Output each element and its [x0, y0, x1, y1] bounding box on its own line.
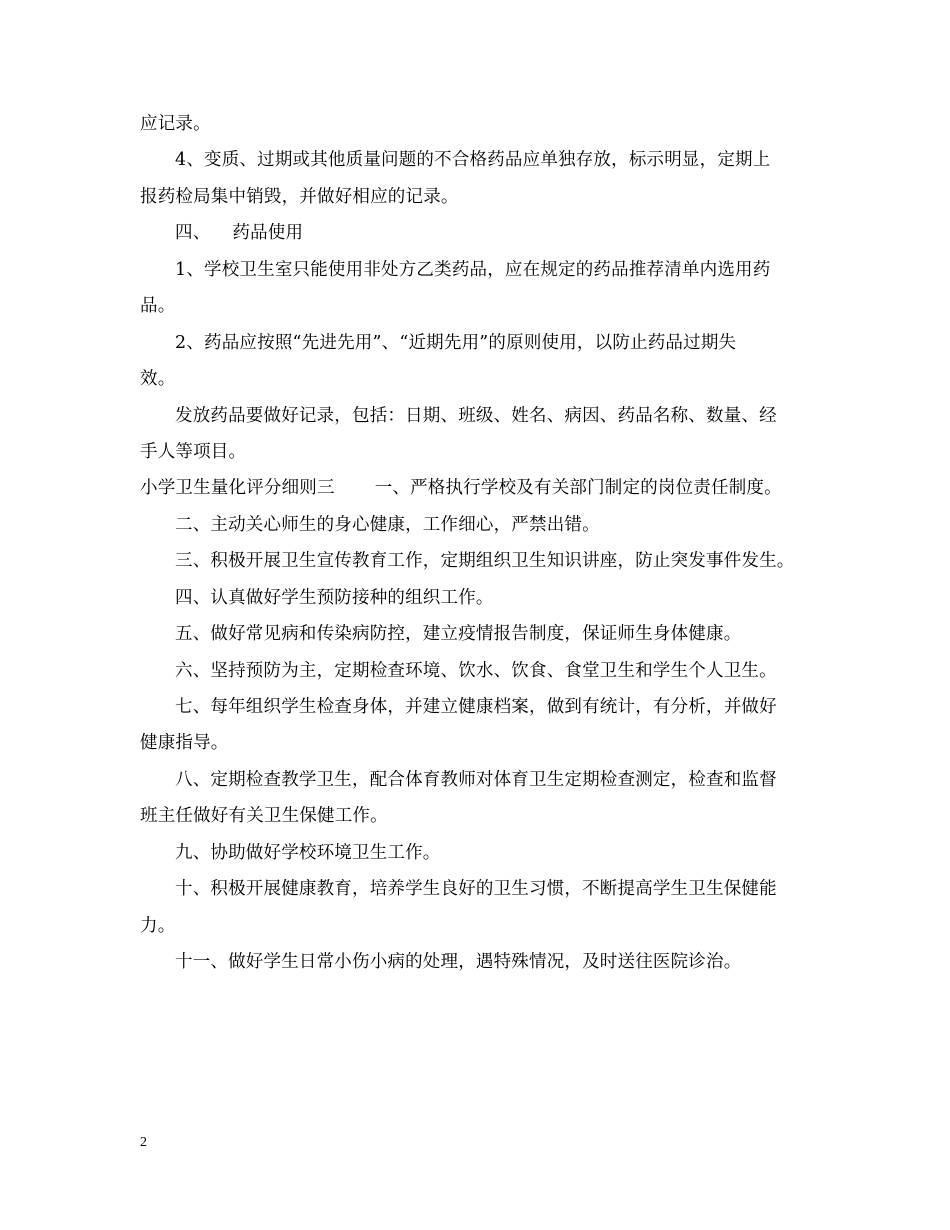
paragraph-line: 十一、做好学生日常小伤小病的处理，遇特殊情况，及时送往医院诊治。 [175, 952, 742, 973]
section-number: 四、 [175, 223, 211, 244]
paragraph-line: 1、学校卫生室只能使用非处方乙类药品，应在规定的药品推荐清单内选用药 [175, 259, 771, 280]
paragraph-line: 手人等项目。 [140, 441, 247, 462]
section-heading [140, 221, 812, 257]
paragraph-line: 品。 [140, 296, 176, 317]
section-title: 小学卫生量化评分细则三 [140, 478, 335, 499]
paragraph-line: 力。 [140, 915, 176, 936]
paragraph-line: 十、积极开展健康教育，培养学生良好的卫生习惯，不断提高学生卫生保健能 [175, 879, 777, 900]
page-number: 2 [140, 1135, 147, 1150]
paragraph-line: 三、积极开展卫生宣传教育工作，定期组织卫生知识讲座，防止突发事件发生。 [175, 551, 795, 572]
paragraph-line: 健康指导。 [140, 733, 229, 754]
paragraph-line: 4、变质、过期或其他质量问题的不合格药品应单独存放，标示明显，定期上 [175, 150, 771, 171]
section-heading-text: 药品使用 [232, 223, 304, 244]
paragraph-line: 效。 [140, 369, 176, 390]
paragraph-line: 班主任做好有关卫生保健工作。 [140, 806, 388, 827]
paragraph-line: 六、坚持预防为主，定期检查环境、饮水、饮食、食堂卫生和学生个人卫生。 [175, 660, 777, 681]
paragraph-text: 一、严格执行学校及有关部门制定的岗位责任制度。 [374, 478, 782, 499]
paragraph-line: 应记录。 [140, 114, 211, 134]
paragraph-line: 发放药品要做好记录，包括：日期、班级、姓名、病因、药品名称、数量、经 [175, 405, 777, 426]
paragraph-line: 五、做好常见病和传染病防控，建立疫情报告制度，保证师生身体健康。 [175, 624, 742, 645]
paragraph-line: 四、认真做好学生预防接种的组织工作。 [175, 587, 494, 608]
paragraph-line: 报药检局集中销毁，并做好相应的记录。 [140, 186, 459, 207]
paragraph-line: 二、主动关心师生的身心健康，工作细心，严禁出错。 [175, 514, 600, 535]
document-body [140, 112, 812, 987]
paragraph-line: 2、药品应按照“先进先用”、“近期先用”的原则使用，以防止药品过期失 [175, 332, 737, 353]
paragraph-line: 七、每年组织学生检查身体，并建立健康档案，做到有统计，有分析，并做好 [175, 697, 777, 717]
paragraph-line: 八、定期检查教学卫生，配合体育教师对体育卫生定期检查测定，检查和监督 [175, 769, 777, 790]
section-title-line [140, 476, 812, 512]
paragraph-line: 九、协助做好学校环境卫生工作。 [175, 842, 441, 863]
